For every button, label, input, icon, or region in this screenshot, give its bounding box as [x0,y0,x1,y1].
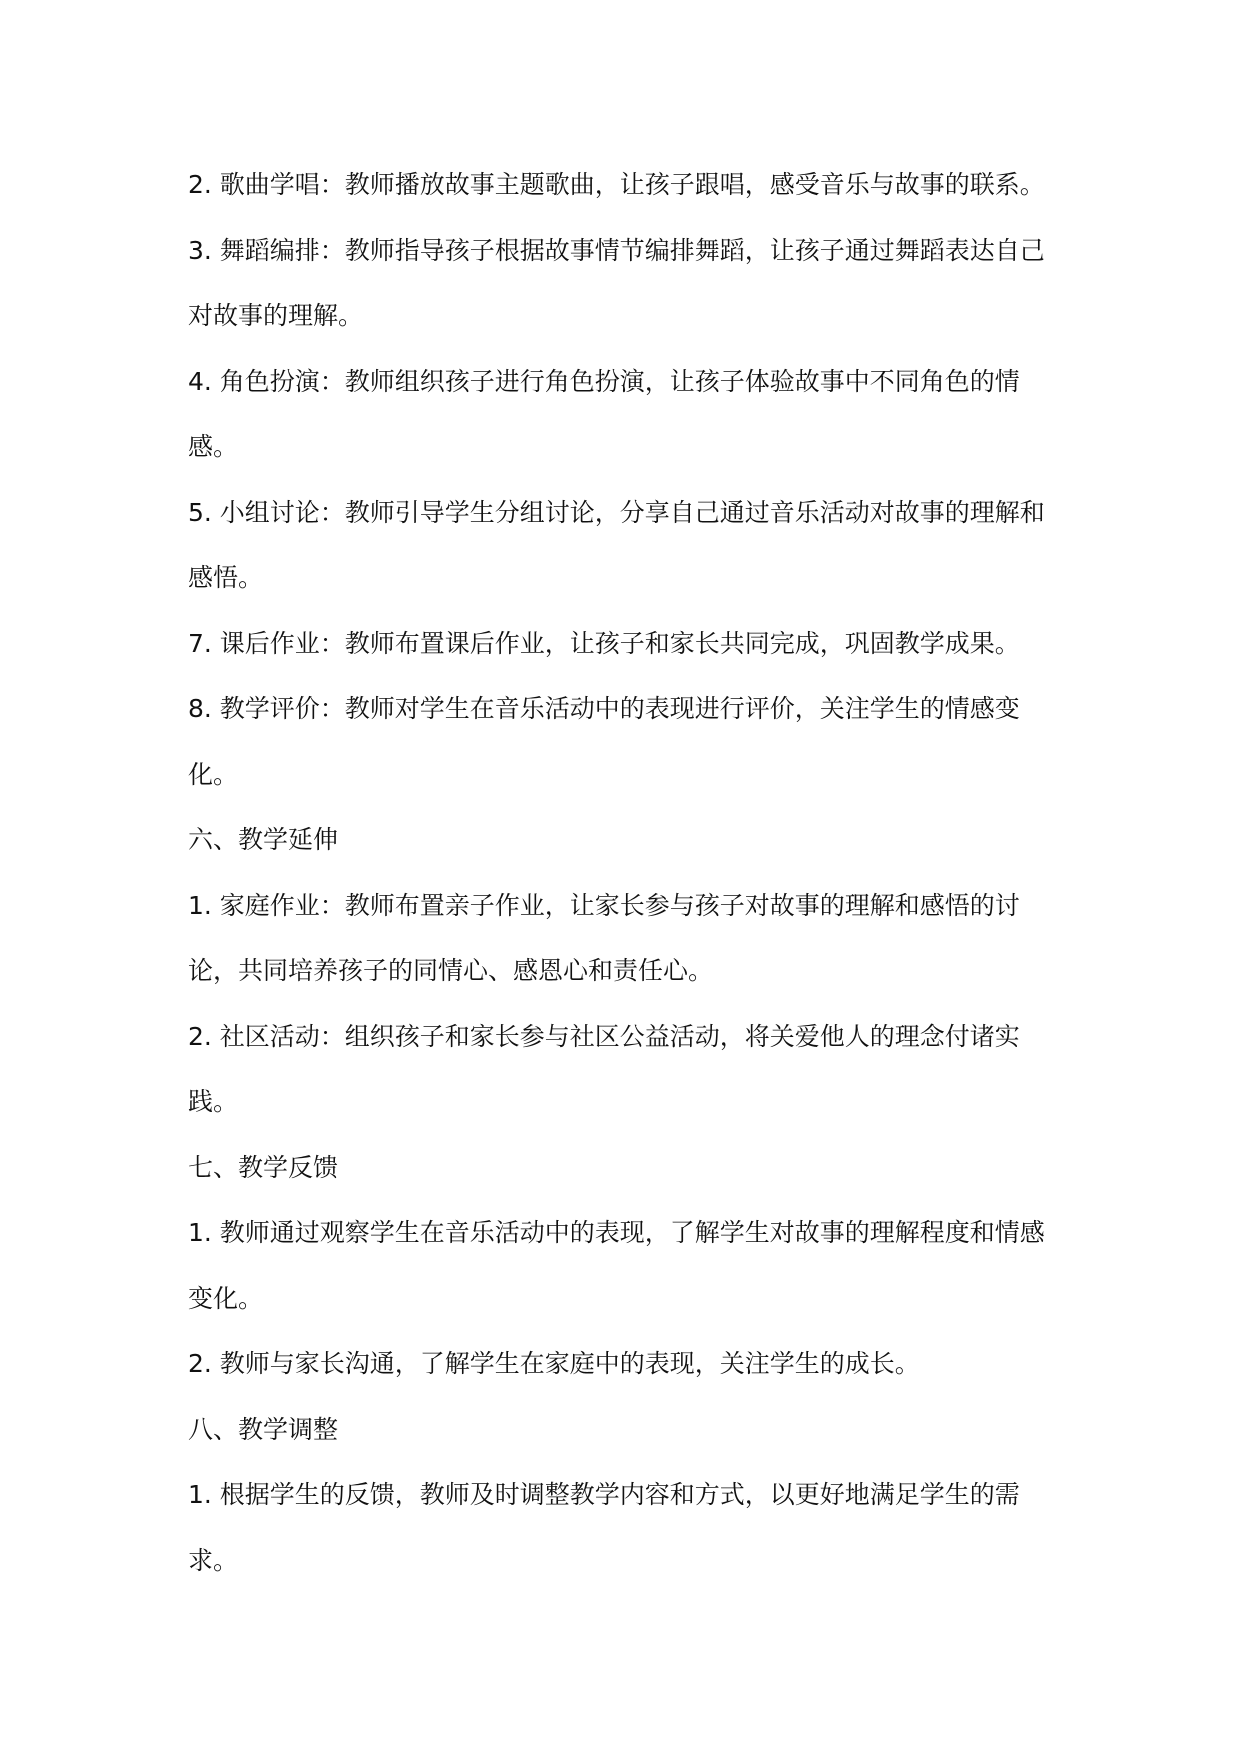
text-line: 化。 [188,759,239,789]
section-heading: 八、教学调整 [188,1414,339,1444]
text-line: 5. 小组讨论：教师引导学生分组讨论，分享自己通过音乐活动对故事的理解和 [188,497,1045,527]
text-line: 2. 教师与家长沟通，了解学生在家庭中的表现，关注学生的成长。 [188,1349,920,1378]
text-line: 4. 角色扮演：教师组织孩子进行角色扮演，让孩子体验故事中不同角色的情 [188,366,1020,396]
text-line: 求。 [188,1545,239,1575]
text-line: 论，共同培养孩子的同情心、感恩心和责任心。 [188,956,714,985]
section-heading: 七、教学反馈 [188,1152,339,1182]
text-line: 2. 歌曲学唱：教师播放故事主题歌曲，让孩子跟唱，感受音乐与故事的联系。 [188,170,1045,199]
text-line: 变化。 [188,1283,264,1313]
text-line: 对故事的理解。 [188,301,364,330]
text-line: 1. 教师通过观察学生在音乐活动中的表现，了解学生对故事的理解程度和情感 [188,1218,1045,1247]
text-line: 1. 家庭作业：教师布置亲子作业，让家长参与孩子对故事的理解和感悟的讨 [188,890,1020,920]
text-line: 感。 [188,432,239,461]
document-body [188,152,1068,1593]
text-line: 2. 社区活动：组织孩子和家长参与社区公益活动，将关爱他人的理念付诸实 [188,1021,1020,1051]
section-heading: 六、教学延伸 [188,825,339,854]
text-line: 7. 课后作业：教师布置课后作业，让孩子和家长共同完成，巩固教学成果。 [188,628,1020,658]
text-line: 1. 根据学生的反馈，教师及时调整教学内容和方式，以更好地满足学生的需 [188,1480,1020,1509]
text-line: 3. 舞蹈编排：教师指导孩子根据故事情节编排舞蹈，让孩子通过舞蹈表达自己 [188,235,1045,265]
text-line: 8. 教学评价：教师对学生在音乐活动中的表现进行评价，关注学生的情感变 [188,694,1020,723]
text-line: 感悟。 [188,563,264,592]
text-line: 践。 [188,1087,239,1116]
